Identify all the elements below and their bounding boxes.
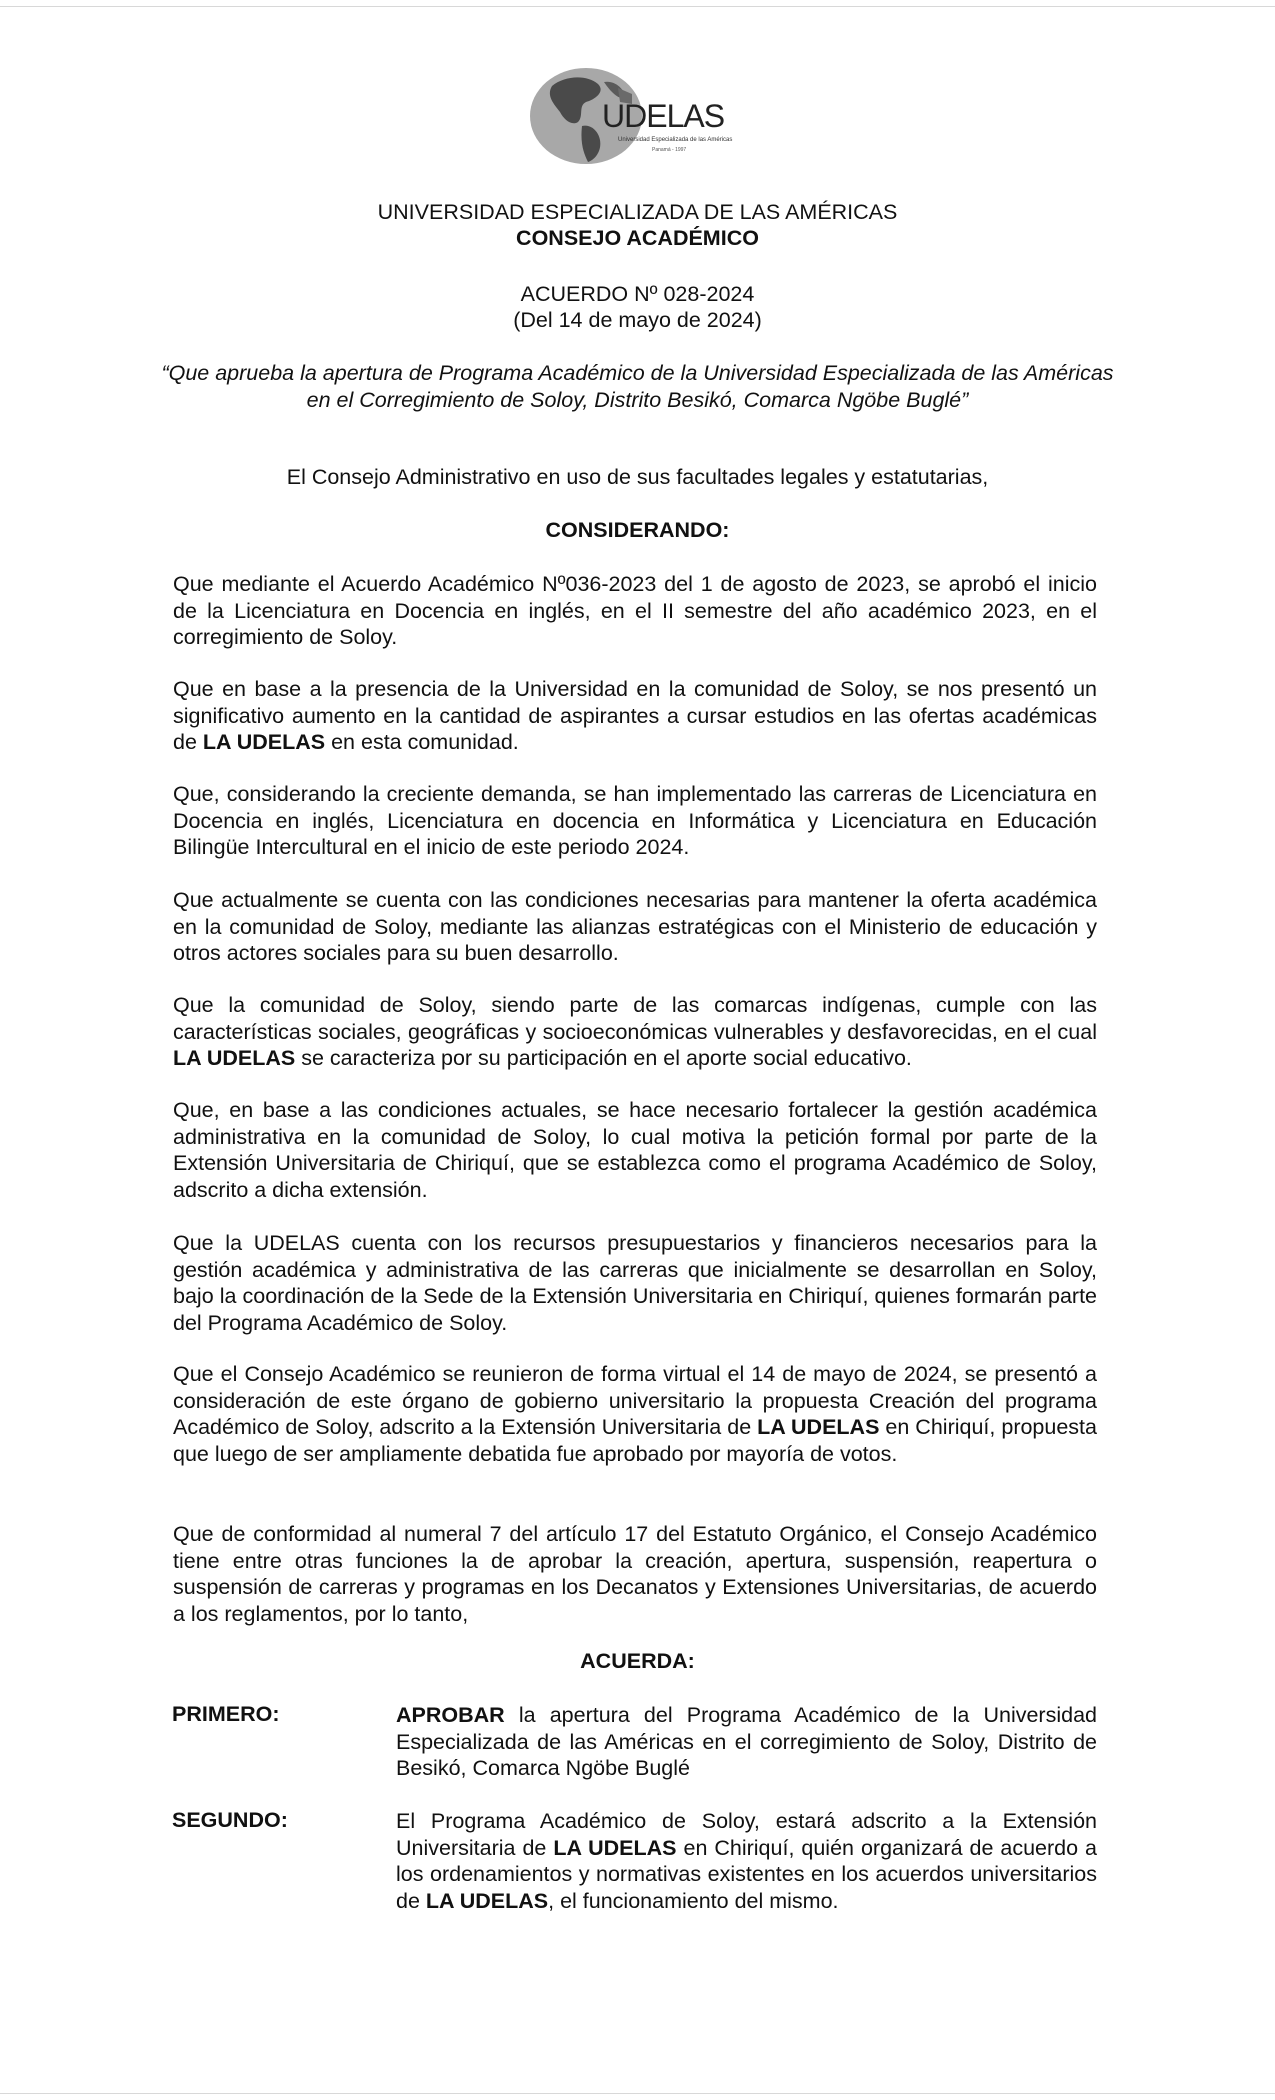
article-label-primero: PRIMERO:: [172, 1702, 280, 1726]
article-text-segundo: El Programa Académico de Soloy, estará adscrito a la Extensión Universitaria de LA UDELAS en Chiriquí, quién organizará de acuerdo a los ordenamientos y normativas existentes en los acuerdos universitarios de LA UDELAS, el funcionamiento del mismo.: [396, 1809, 1097, 1913]
intro-text: El Consejo Administrativo en uso de sus facultades legales y estatutarias,: [286, 465, 989, 489]
logo-tagline: Universidad Especializada de las Américas: [618, 137, 733, 143]
article-text-primero: APROBAR la apertura del Programa Académico de la Universidad Especializada de las Américas en el corregimiento de Soloy, Distrito de Besikó, Comarca Ngöbe Buglé: [396, 1703, 1097, 1780]
considerando-heading: CONSIDERANDO:: [545, 518, 730, 542]
considerando-paragraph: Que la comunidad de Soloy, siendo parte de las comarcas indígenas, cumple con las características sociales, geográficas y socioeconómicas vulnerables y desfavorecidas, en el cual LA UDELAS se caracteriza por su participación en el aporte social educativo.: [173, 993, 1097, 1070]
considerando-paragraph: Que la UDELAS cuenta con los recursos presupuestarios y financieros necesarios para la gestión académica y administrativa de las carreras que inicialmente se desarrollan en Soloy, bajo la coordinación de la Sede de la Extensión Universitaria en Chiriquí, quienes formarán parte del Programa Académico de Soloy.: [173, 1231, 1097, 1335]
scan-edge-bottom: [0, 2093, 1275, 2094]
considerando-paragraph: Que, considerando la creciente demanda, se han implementado las carreras de Licenciatura en Docencia en inglés, Licenciatura en docencia en Informática y Licenciatura en Educación Bilingüe Intercultural en el inicio de este periodo 2024.: [173, 782, 1097, 859]
considerando-paragraph: Que actualmente se cuenta con las condiciones necesarias para mantener la oferta académica en la comunidad de Soloy, mediante las alianzas estratégicas con el Ministerio de educación y otros actores sociales para su buen desarrollo.: [173, 888, 1097, 965]
article-label-segundo: SEGUNDO:: [172, 1808, 288, 1832]
considerando-paragraph: Que el Consejo Académico se reunieron de forma virtual el 14 de mayo de 2024, se presentó a consideración de este órgano de gobierno universitario la propuesta Creación del programa Académico de Soloy, adscrito a la Extensión Universitaria de LA UDELAS en Chiriquí, propuesta que luego de ser ampliamente debatida fue aprobado por mayoría de votos.: [173, 1362, 1097, 1466]
considerando-paragraph: Que de conformidad al numeral 7 del artículo 17 del Estatuto Orgánico, el Consejo Académico tiene entre otras funciones la de aprobar la creación, apertura, suspensión, reapertura o suspensión de carreras y programas en los Decanatos y Extensiones Universitarias, de acuerdo a los reglamentos, por lo tanto,: [173, 1522, 1097, 1626]
logo-place: Panamá - 1997: [652, 147, 687, 153]
acuerdo-motto: “Que aprueba la apertura de Programa Académico de la Universidad Especializada de las Américas en el Corregimiento de Soloy, Distrito Besikó, Comarca Ngöbe Buglé”: [161, 361, 1114, 412]
logo-wordmark: UDELAS: [602, 98, 725, 134]
acuerdo-date: (Del 14 de mayo de 2024): [513, 308, 762, 332]
acuerda-heading: ACUERDA:: [580, 1649, 695, 1673]
considerando-paragraph: Que en base a la presencia de la Universidad en la comunidad de Soloy, se nos presentó un significativo aumento en la cantidad de aspirantes a cursar estudios en las ofertas académicas de LA UDELAS en esta comunidad.: [173, 677, 1097, 754]
scan-edge-top: [0, 6, 1275, 7]
considerando-paragraph: Que mediante el Acuerdo Académico Nº036-2023 del 1 de agosto de 2023, se aprobó el inicio de la Licenciatura en Docencia en inglés, en el II semestre del año académico 2023, en el corregimiento de Soloy.: [173, 572, 1097, 649]
council-title: CONSEJO ACADÉMICO: [516, 226, 759, 250]
udelas-logo: [524, 64, 764, 174]
acuerdo-number: ACUERDO Nº 028-2024: [520, 282, 755, 306]
considerando-paragraph: Que, en base a las condiciones actuales, se hace necesario fortalecer la gestión académica administrativa en la comunidad de Soloy, lo cual motiva la petición formal por parte de la Extensión Universitaria de Chiriquí, que se establezca como el programa Académico de Soloy, adscrito a dicha extensión.: [173, 1098, 1097, 1202]
university-title: UNIVERSIDAD ESPECIALIZADA DE LAS AMÉRICAS: [377, 200, 898, 224]
